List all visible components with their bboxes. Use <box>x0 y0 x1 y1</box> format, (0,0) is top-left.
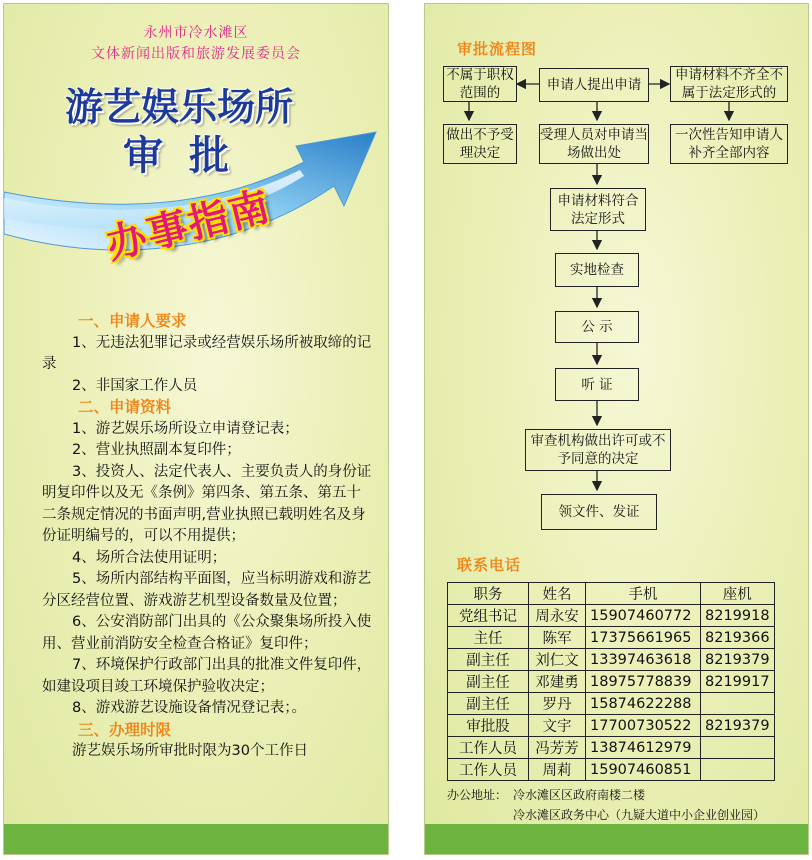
flow-reject-decision: 做出不予受理决定 <box>443 124 517 164</box>
org-name-line1: 永州市冷水滩区 <box>143 25 249 41</box>
org-name-line2: 文体新闻出版和旅游发展委员会 <box>91 46 301 62</box>
cell-mobile: 13874612979 <box>586 737 701 759</box>
flow-conform: 申请材料符合法定形式 <box>550 188 646 231</box>
cell-name: 邓建勇 <box>529 671 586 693</box>
cell-position: 工作人员 <box>448 759 529 781</box>
cell-landline: 8219379 <box>701 715 775 737</box>
flow-issue: 领文件、发证 <box>541 494 657 530</box>
cell-name: 周永安 <box>529 605 586 627</box>
col-header-landline: 座机 <box>701 583 775 605</box>
table-header-row <box>448 583 775 605</box>
col-header-name: 姓名 <box>529 583 586 605</box>
cell-name: 冯芳芳 <box>529 737 586 759</box>
flow-incomplete: 申请材料不齐全不属于法定形式的 <box>670 66 788 102</box>
material-item: 5、场所内部结构平面图，应当标明游戏和游艺分区经营位置、游戏游艺机型设备数量及位置； <box>42 571 372 609</box>
cell-landline: 8219366 <box>701 627 775 649</box>
flow-inspect: 实地检查 <box>555 253 639 287</box>
cell-landline: 8219918 <box>701 605 775 627</box>
cell-landline <box>701 737 775 759</box>
requirement-item: 1、无违法犯罪记录或经营娱乐场所被取缔的记录 <box>42 334 372 372</box>
time-limit-text: 游艺娱乐场所审批时限为30个工作日 <box>72 743 308 759</box>
contact-title: 联系电话 <box>457 556 522 574</box>
contact-rows <box>448 605 775 781</box>
cell-mobile: 15907460851 <box>586 759 701 781</box>
table-row <box>448 737 775 759</box>
cell-position: 副主任 <box>448 693 529 715</box>
flow-apply: 申请人提出申请 <box>539 68 649 102</box>
left-panel <box>3 3 389 855</box>
flow-accept: 受理人员对申请当场做出处 <box>539 124 649 164</box>
main-title-sub: 审 批 <box>123 133 235 179</box>
main-title: 游艺娱乐场所 <box>64 85 293 129</box>
footer-bar <box>4 824 388 854</box>
address-line2: 冷水滩区政务中心（九疑大道中小企业创业园） <box>513 808 766 822</box>
cell-landline: 8219917 <box>701 671 775 693</box>
cell-mobile: 17700730522 <box>586 715 701 737</box>
cell-position: 审批股 <box>448 715 529 737</box>
guide-banner: 办事指南 <box>101 183 276 269</box>
flow-publicize: 公 示 <box>555 311 639 343</box>
material-item: 7、环境保护行政部门出具的批准文件复印件，如建设项目竣工环境保护验收决定； <box>42 657 372 695</box>
contact-table <box>447 582 775 781</box>
cell-name: 周莉 <box>529 759 586 781</box>
cell-position: 主任 <box>448 627 529 649</box>
flow-title: 审批流程图 <box>457 40 538 58</box>
material-item: 4、场所合法使用证明； <box>72 549 227 566</box>
section-heading: 三、办理时限 <box>78 720 172 739</box>
cell-name: 文宇 <box>529 715 586 737</box>
table-row <box>448 671 775 693</box>
cell-mobile: 18975778839 <box>586 671 701 693</box>
section-heading: 二、申请资料 <box>78 398 172 416</box>
cell-landline: 8219379 <box>701 649 775 671</box>
flow-out-of-scope: 不属于职权范围的 <box>443 66 517 102</box>
cell-landline <box>701 693 775 715</box>
table-row <box>448 715 775 737</box>
material-item: 1、游艺娱乐场所设立申请登记表； <box>72 420 299 437</box>
cell-landline <box>701 759 775 781</box>
cell-name: 陈军 <box>529 627 586 649</box>
cell-position: 工作人员 <box>448 737 529 759</box>
material-item: 2、营业执照副本复印件； <box>72 442 241 458</box>
cell-position: 副主任 <box>448 671 529 693</box>
cell-mobile: 17375661965 <box>586 627 701 649</box>
flow-hearing: 听 证 <box>555 368 639 401</box>
right-panel <box>424 3 809 855</box>
address-line1: 冷水滩区区政府南楼二楼 <box>513 788 646 802</box>
footer-bar <box>425 824 808 854</box>
section-heading: 一、申请人要求 <box>78 312 187 330</box>
cell-mobile: 15907460772 <box>586 605 701 627</box>
flow-notify-once: 一次性告知申请人补齐全部内容 <box>670 124 788 164</box>
requirements-content <box>42 311 372 763</box>
table-row <box>448 693 775 715</box>
cell-mobile: 15874622288 <box>586 693 701 715</box>
material-item: 6、公安消防部门出具的《公众聚集场所投入使用、营业前消防安全检查合格证》复印件； <box>42 614 372 652</box>
table-row <box>448 649 775 671</box>
cell-position: 党组书记 <box>448 605 529 627</box>
requirement-item: 2、非国家工作人员 <box>72 377 198 394</box>
table-row <box>448 605 775 627</box>
col-header-position: 职务 <box>448 583 529 605</box>
col-header-mobile: 手机 <box>586 583 701 605</box>
cell-name: 罗丹 <box>529 693 586 715</box>
table-row <box>448 627 775 649</box>
material-item: 8、游戏游艺设施设备情况登记表；。 <box>72 700 306 716</box>
table-row <box>448 759 775 781</box>
flow-decision: 审查机构做出许可或不予同意的决定 <box>525 429 671 471</box>
cell-name: 刘仁文 <box>529 649 586 671</box>
cell-position: 副主任 <box>448 649 529 671</box>
cell-mobile: 13397463618 <box>586 649 701 671</box>
address-label: 办公地址： <box>447 788 508 802</box>
material-item: 3、投资人、法定代表人、主要负责人的身份证明复印件以及无《条例》第四条、第五条、第五十二条规定情况的书面声明,营业执照已载明姓名及身份证明编号的，可以不用提供； <box>42 463 372 544</box>
